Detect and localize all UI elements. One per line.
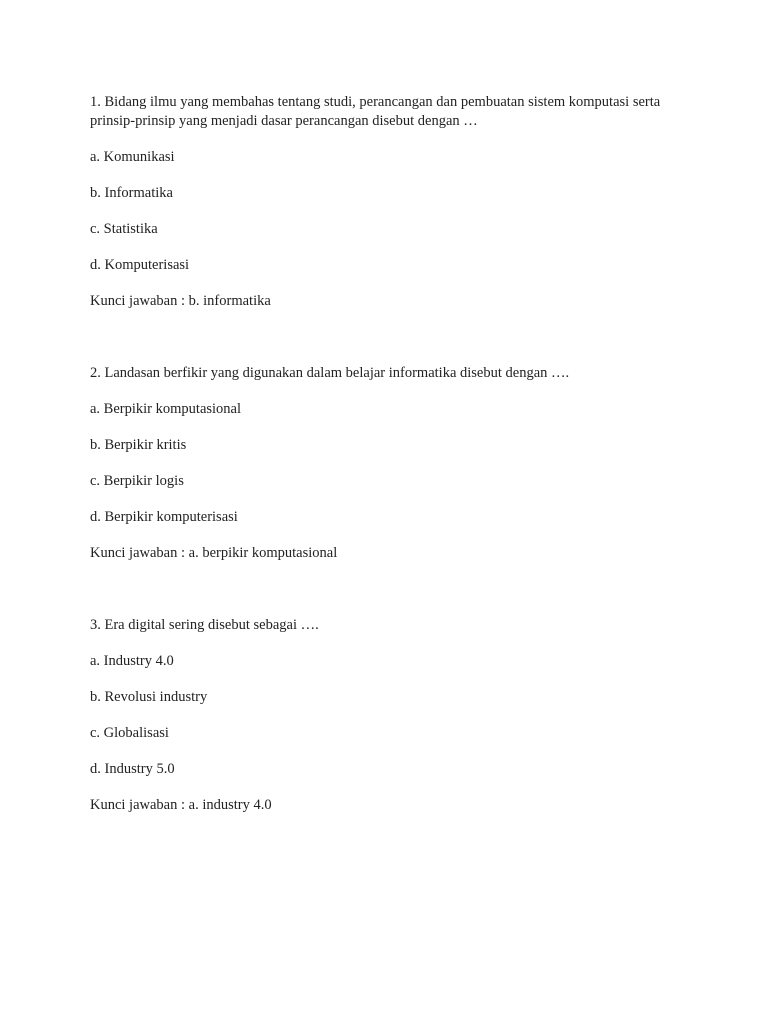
question-text: 1. Bidang ilmu yang membahas tentang studi, perancangan dan pembuatan sistem komputasi serta prinsip-prinsip yang menjadi dasar perancangan disebut dengan … [90, 94, 661, 129]
answer-key: Kunci jawaban : b. informatika [90, 293, 271, 309]
option-c: c. Globalisasi [90, 725, 169, 741]
block-spacer [90, 563, 690, 616]
option-d: d. Berpikir komputerisasi [90, 509, 238, 525]
option-a: a. Berpikir komputasional [90, 401, 242, 417]
question-block-2 [90, 364, 690, 563]
answer-key: Kunci jawaban : a. berpikir komputasional [90, 545, 338, 561]
option-c: c. Berpikir logis [90, 473, 184, 489]
option-d: d. Komputerisasi [90, 257, 190, 273]
option-d: d. Industry 5.0 [90, 761, 175, 777]
option-c: c. Statistika [90, 221, 158, 237]
question-text: 2. Landasan berfikir yang digunakan dalam belajar informatika disebut dengan …. [90, 365, 570, 381]
block-spacer [90, 311, 690, 364]
option-b: b. Berpikir kritis [90, 437, 187, 453]
option-b: b. Informatika [90, 185, 173, 201]
option-b: b. Revolusi industry [90, 689, 208, 705]
answer-key: Kunci jawaban : a. industry 4.0 [90, 797, 272, 813]
option-a: a. Industry 4.0 [90, 653, 174, 669]
option-a: a. Komunikasi [90, 149, 175, 165]
question-block-1 [90, 93, 690, 311]
question-text: 3. Era digital sering disebut sebagai …. [90, 617, 319, 633]
question-block-3 [90, 616, 690, 815]
document-page [90, 93, 690, 815]
